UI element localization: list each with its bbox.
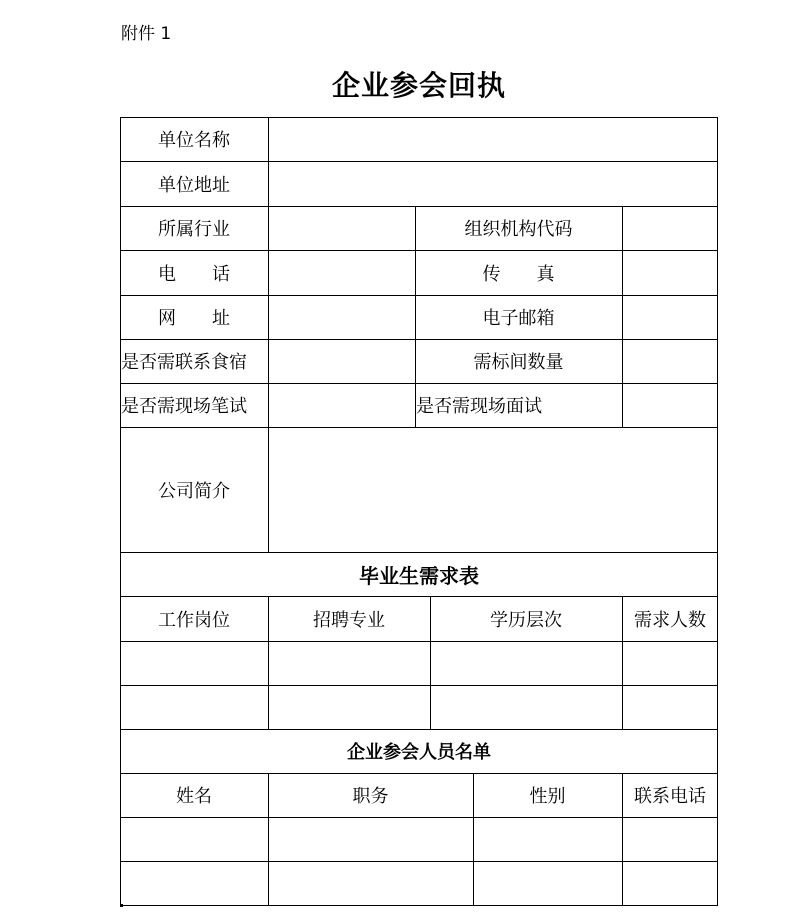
- demand-cell[interactable]: [623, 642, 717, 685]
- demand-cell[interactable]: [623, 686, 717, 729]
- attendee-cell[interactable]: [474, 862, 622, 905]
- demand-col-education: 学历层次: [490, 609, 562, 631]
- demand-cell[interactable]: [431, 686, 622, 729]
- email-field[interactable]: [623, 296, 717, 339]
- org-code-label: 组织机构代码: [464, 219, 573, 240]
- phone-label: 电 话: [158, 263, 230, 285]
- company-intro-field[interactable]: [269, 428, 717, 552]
- demand-cell[interactable]: [269, 642, 430, 685]
- fax-label: 传 真: [482, 263, 555, 285]
- interview-label: 是否需现场面试: [416, 396, 542, 417]
- org-code-field[interactable]: [623, 207, 717, 250]
- unit-name-field[interactable]: [269, 118, 717, 161]
- room-count-label: 需标间数量: [473, 352, 564, 373]
- demand-col-major: 招聘专业: [313, 609, 385, 631]
- attendee-cell[interactable]: [269, 862, 473, 905]
- attachment-label: 附件 1: [121, 24, 172, 44]
- fax-field[interactable]: [623, 251, 717, 295]
- attendee-cell[interactable]: [269, 818, 473, 861]
- interview-field[interactable]: [623, 384, 717, 427]
- demand-cell[interactable]: [121, 642, 268, 685]
- email-label: 电子邮箱: [482, 308, 555, 329]
- demand-cell[interactable]: [121, 686, 268, 729]
- form-title: 企业参会回执: [331, 69, 506, 102]
- written-test-field[interactable]: [269, 384, 415, 427]
- attendee-cell[interactable]: [121, 818, 268, 861]
- demand-col-position: 工作岗位: [158, 609, 230, 631]
- written-test-label: 是否需现场笔试: [121, 396, 247, 417]
- lodging-field[interactable]: [269, 340, 415, 383]
- attendee-cell[interactable]: [623, 862, 717, 905]
- demand-cell[interactable]: [431, 642, 622, 685]
- attendee-col-phone: 联系电话: [634, 786, 706, 807]
- attendee-table-title: 企业参会人员名单: [347, 742, 491, 763]
- attendee-cell[interactable]: [623, 818, 717, 861]
- unit-name-label: 单位名称: [158, 130, 230, 151]
- attendee-cell[interactable]: [474, 818, 622, 861]
- attendee-col-title: 职务: [352, 786, 389, 807]
- attendee-cell[interactable]: [121, 862, 268, 905]
- demand-cell[interactable]: [269, 686, 430, 729]
- demand-table-title: 毕业生需求表: [359, 563, 479, 588]
- website-label: 网 址: [158, 308, 230, 329]
- attendee-col-name: 姓名: [176, 786, 212, 807]
- room-count-field[interactable]: [623, 340, 717, 383]
- demand-col-headcount: 需求人数: [634, 609, 706, 631]
- corner-mark: [120, 904, 123, 907]
- phone-field[interactable]: [269, 251, 415, 295]
- unit-address-label: 单位地址: [158, 174, 230, 196]
- industry-field[interactable]: [269, 207, 415, 250]
- unit-address-field[interactable]: [269, 162, 717, 206]
- attendee-col-gender: 性别: [529, 786, 566, 807]
- website-field[interactable]: [269, 296, 415, 339]
- industry-label: 所属行业: [158, 219, 230, 240]
- lodging-label: 是否需联系食宿: [121, 352, 247, 373]
- company-intro-label: 公司简介: [158, 480, 230, 502]
